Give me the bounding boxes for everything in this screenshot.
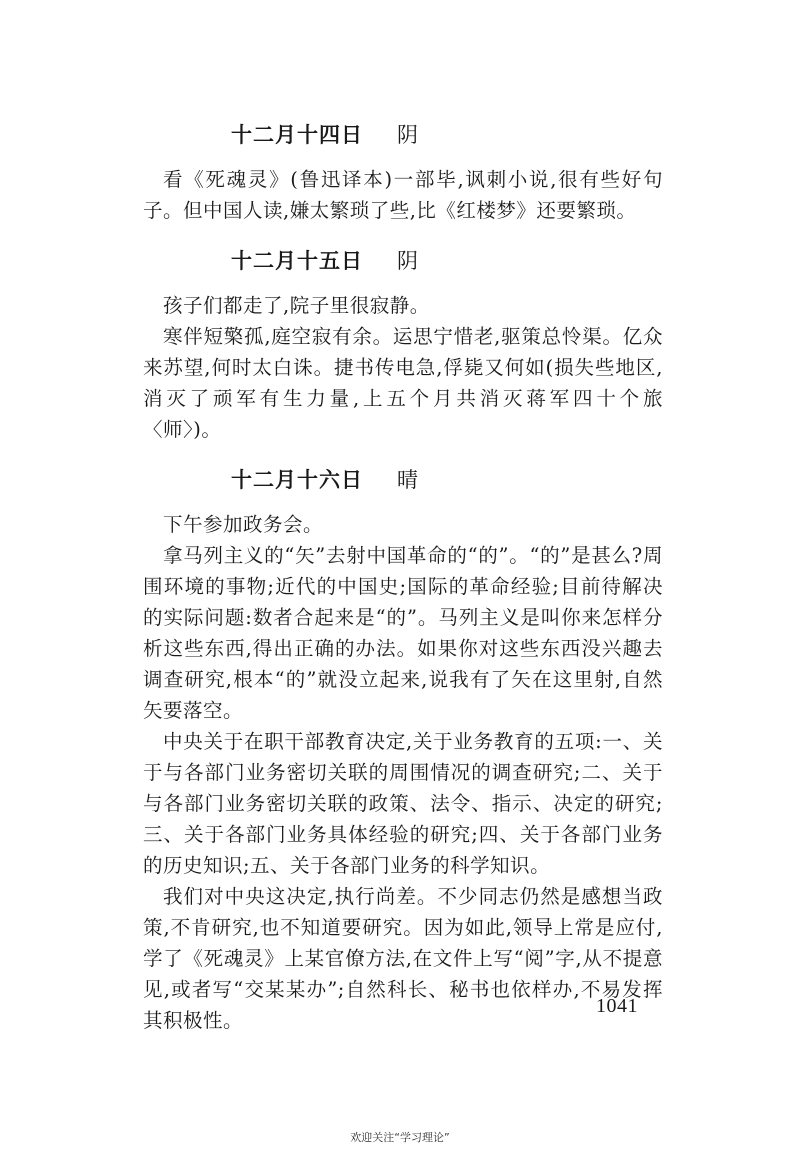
entry-weather: 阴 — [397, 123, 419, 147]
entry-date: 十二月十四日 — [231, 123, 363, 147]
entry-heading — [143, 120, 663, 150]
entry-paragraph: 下午参加政务会。 — [163, 513, 324, 536]
entry-paragraph: 拿马列主义的“矢”去射中国革命的“的”。“的”是甚么?周围环境的事物;近代的中国史;国际的革命经验;目前待解决的实际问题:数者合起来是“的”。马列主义是叫你来怎样分析这些东西,得出正确的办法。如果你对这些东西没兴趣去调查研究,根本“的”就没立起来,说我有了矢在这里射,自然矢要落空。 — [143, 544, 663, 722]
entry-paragraph: 看《死魂灵》(鲁迅译本)一部毕,讽刺小说,很有些好句子。但中国人读,嫌太繁琐了些,比《红楼梦》还要繁琐。 — [143, 168, 663, 222]
diary-content — [143, 120, 663, 1056]
entry-paragraph: 中央关于在职干部教育决定,关于业务教育的五项:一、关于与各部门业务密切关联的周围情况的调查研究;二、关于与各部门业务密切关联的政策、法令、指示、决定的研究;三、关于各部门业务具体经验的研究;四、关于各部门业务的历史知识;五、关于各部门业务的科学知识。 — [143, 730, 663, 877]
entry-weather: 晴 — [397, 468, 419, 492]
diary-entry — [143, 465, 663, 1036]
entry-heading — [143, 246, 663, 276]
diary-entry — [143, 120, 663, 226]
entry-date: 十二月十六日 — [231, 468, 363, 492]
entry-paragraph: 孩子们都走了,院子里很寂静。 — [163, 294, 430, 317]
entry-paragraph: 寒伴短檠孤,庭空寂有余。运思宁惜老,驱策总怜渠。亿众来苏望,何时太白诛。捷书传电急,俘毙又何如(损失些地区,消灭了顽军有生力量,上五个月共消灭蒋军四十个旅〈师〉)。 — [143, 325, 663, 441]
entry-date: 十二月十五日 — [231, 249, 363, 273]
entry-paragraph: 我们对中央这决定,执行尚差。不少同志仍然是感想当政策,不肯研究,也不知道要研究。因为如此,领导上常是应付,学了《死魂灵》上某官僚方法,在文件上写“阅”字,从不提意见,或者写“交某某办”;自然科长、秘书也依样办,不易发挥其积极性。 — [143, 885, 663, 1032]
entry-weather: 阴 — [397, 249, 419, 273]
page-number: 1041 — [596, 995, 638, 1017]
footer-note: 欢迎关注“学习理论” — [350, 1131, 450, 1144]
entry-heading — [143, 465, 663, 495]
diary-entry — [143, 246, 663, 445]
